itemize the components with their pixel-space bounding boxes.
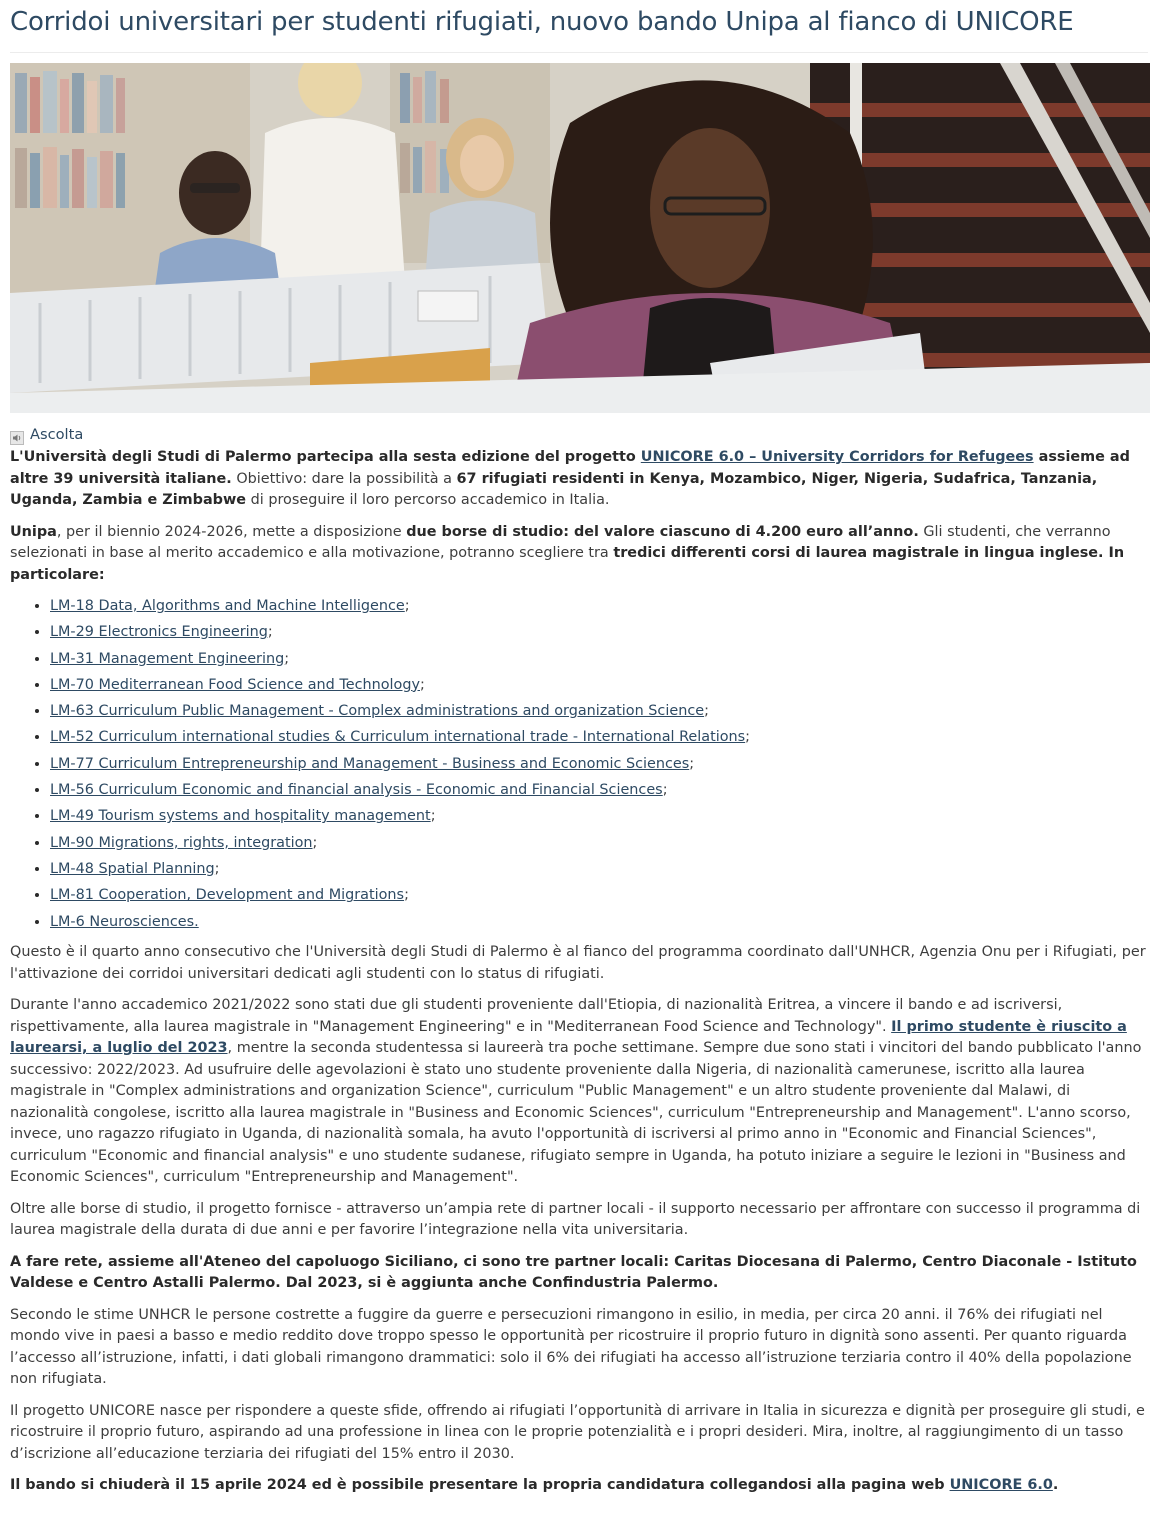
students-studying-illustration — [10, 63, 1150, 413]
list-item: • LM-70 Mediterranean Food Science and Technology; — [50, 675, 1148, 697]
list-item: • LM-49 Tourism systems and hospitality management; — [50, 806, 1148, 828]
intro-bold-b: assieme ad altre 39 università italiane. — [10, 449, 1130, 487]
list-item: • LM-56 Curriculum Economic and financial analysis - Economic and Financial Sciences; — [50, 780, 1148, 802]
list-item: • LM-52 Curriculum international studies & Curriculum international trade - International Relations; — [50, 727, 1148, 749]
course-link[interactable]: LM-18 Data, Algorithms and Machine Intelligence — [50, 598, 405, 614]
intro-bold-c: 67 rifugiati residenti in Kenya, Mozambico, Niger, Nigeria, Sudafrica, Tanzania, Uganda, Zambia e Zimbabwe — [10, 470, 1098, 508]
course-link[interactable]: LM-48 Spatial Planning — [50, 860, 215, 877]
course-link[interactable]: LM-63 Curriculum Public Management - Complex administrations and organization Science — [50, 703, 705, 720]
unicore-link[interactable]: UNICORE 6.0 – University Corridors for Refugees — [640, 449, 1034, 465]
paragraph-support: Oltre alle borse di studio, il progetto fornisce - attraverso un’ampia rete di partner locali - il supporto necessario per affrontare con successo il programma di laurea magistrale della durata di due anni e per favorire l’integrazione nella vita universitaria. — [10, 1200, 1141, 1239]
course-link[interactable]: LM-31 Management Engineering — [50, 650, 285, 667]
hero-image — [10, 63, 1150, 413]
paragraph-fourth-year: Questo è il quarto anno consecutivo che l'Università degli Studi di Palermo è al fianco del programma coordinato dall'UNHCR, Agenzia Onu per i Rifugiati, per l'attivazione dei corridoi universitari dedicati agli studenti con lo status di rifugiati. — [10, 944, 1146, 982]
scholarship-text-b: Gli studenti, che verranno selezionati in base al merito accademico e alla motivazione, potranno scegliere tra — [10, 523, 1111, 561]
list-item: • LM-18 Data, Algorithms and Machine Intelligence; — [50, 596, 1148, 618]
article — [0, 6, 1158, 1497]
list-item: • LM-81 Cooperation, Development and Migrations; — [50, 885, 1148, 907]
graduate-news-link[interactable]: Il primo studente è riuscito a laurearsi, a luglio del 2023 — [10, 1018, 1127, 1057]
speaker-icon — [10, 431, 24, 445]
paragraph-scholarships — [10, 522, 1148, 587]
scholarship-bold-c: tredici differenti corsi di laurea magistrale in lingua inglese. In particolare: — [10, 545, 1125, 583]
course-link[interactable]: LM-29 Electronics Engineering — [50, 624, 268, 641]
paragraph-project-goal: Il progetto UNICORE nasce per rispondere a queste sfide, offrendo ai rifugiati l’opportunità di arrivare in Italia in sicurezza e dignità per proseguire gli studi, e ricostruire il proprio futuro, aspirando ad una professione in linea con le proprie potenzialità e i propri desideri. Mira, inoltre, al raggiungimento di un tasso d’iscrizione all’educazione terziaria dei rifugiati del 15% entro il 2030. — [10, 1402, 1145, 1462]
deadline-bold-b: . — [1052, 1477, 1059, 1494]
paragraph-deadline — [10, 1475, 1148, 1497]
listen-label[interactable]: Ascolta — [30, 426, 84, 444]
intro-text-a: Obiettivo: dare la possibilità a — [231, 470, 457, 487]
history-text-b: , mentre la seconda studentessa si laureerà tra poche settimane. Sempre due sono stati i vincitori del bando pubblicato l'anno successivo: 2022/2023. Ad usufruire delle agevolazioni è stato uno studente proveniente dalla Nigeria, di nazionalità camerunese, iscritto alla laurea magistrale in "Complex administrations and organization Science", curriculum "Public Management" e un altro studente proveniente dal Malawi, di nazionalità congolese, iscritto alla laurea magistrale in "Business and Economic Sciences", curriculum "Entrepreneurship and Management". L'anno scorso, invece, uno ragazzo rifugiato in Uganda, di nazionalità somala, ha avuto l'opportunità di iscriversi al primo anno in "Economic and Financial Sciences", curriculum "Economic and financial analysis" e uno studente sudanese, rifugiato sempre in Uganda, ha potuto iniziare a seguire le lezioni in "Business and Economic Sciences", curriculum "Entrepreneurship and Management". — [10, 1040, 1142, 1186]
intro-bold-a: L'Università degli Studi di Palermo partecipa alla sesta edizione del progetto — [10, 449, 641, 465]
list-item: • LM-31 Management Engineering; — [50, 649, 1148, 671]
course-link[interactable]: LM-56 Curriculum Economic and financial analysis - Economic and Financial Sciences — [50, 782, 663, 799]
listen-button[interactable] — [10, 425, 1148, 445]
list-item: • LM-29 Electronics Engineering; — [50, 622, 1148, 644]
scholarship-bold-a: Unipa — [10, 523, 57, 540]
partners-bold: A fare rete, assieme all'Ateneo del capoluogo Siciliano, ci sono tre partner locali: Caritas Diocesana di Palermo, Centro Diaconale - Istituto Valdese e Centro Astalli Palermo. Dal 2023, si è aggiunta anche Confindustria Palermo. — [10, 1253, 1137, 1292]
course-link[interactable]: LM-90 Migrations, rights, integration — [50, 834, 313, 851]
course-link[interactable]: LM-49 Tourism systems and hospitality management — [50, 808, 431, 825]
list-item: • LM-48 Spatial Planning; — [50, 859, 1148, 881]
course-link[interactable]: LM-6 Neurosciences. — [50, 913, 199, 930]
intro-text-b: di proseguire il loro percorso accademico in Italia. — [246, 492, 610, 508]
course-link[interactable]: LM-52 Curriculum international studies & Curriculum international trade - International Relations — [50, 729, 746, 746]
unicore-application-link[interactable]: UNICORE 6.0 — [949, 1477, 1053, 1494]
deadline-bold-a: Il bando si chiuderà il 15 aprile 2024 ed è possibile presentare la propria candidatura collegandosi alla pagina web — [10, 1477, 950, 1494]
paragraph-intro — [10, 447, 1148, 512]
scholarship-bold-b: due borse di studio: del valore ciascuno di 4.200 euro all’anno. — [406, 523, 919, 540]
list-item: • LM-90 Migrations, rights, integration; — [50, 833, 1148, 855]
paragraph-unhcr-stats: Secondo le stime UNHCR le persone costrette a fuggire da guerre e persecuzioni rimangono in esilio, in media, per circa 20 anni. il 76% dei rifugiati nel mondo vive in paesi a basso e medio reddito dove troppo spesso le opportunità per ricostruire il proprio futuro in dignità sono assenti. Per quanto riguarda l’accesso all’istruzione, infatti, i dati globali rimangono drammatici: solo il 6% dei rifugiati ha accesso all’istruzione terziaria contro il 40% della popolazione non rifugiata. — [10, 1306, 1132, 1388]
page-title: Corridoi universitari per studenti rifugiati, nuovo bando Unipa al fianco di UNICORE — [10, 6, 1148, 53]
list-item: • LM-63 Curriculum Public Management - Complex administrations and organization Science; — [50, 701, 1148, 723]
course-link[interactable]: LM-70 Mediterranean Food Science and Technology — [50, 676, 420, 693]
history-text-a: Durante l'anno accademico 2021/2022 sono stati due gli studenti proveniente dall'Etiopia, di nazionalità Eritrea, a vincere il bando e ad iscriversi, rispettivamente, alla laurea magistrale in "Management Engineering" e in "Mediterranean Food Science and Technology". — [10, 997, 1063, 1035]
list-item — [50, 912, 1148, 934]
course-link[interactable]: LM-81 Cooperation, Development and Migrations — [50, 887, 405, 904]
paragraph-history — [10, 995, 1148, 1189]
scholarship-text-a: , per il biennio 2024-2026, mette a disposizione — [56, 523, 407, 540]
list-item: • LM-77 Curriculum Entrepreneurship and Management - Business and Economic Sciences; — [50, 754, 1148, 776]
paragraph-partners — [10, 1252, 1148, 1295]
course-link[interactable]: LM-77 Curriculum Entrepreneurship and Management - Business and Economic Sciences — [50, 755, 690, 772]
course-list — [10, 596, 1148, 933]
